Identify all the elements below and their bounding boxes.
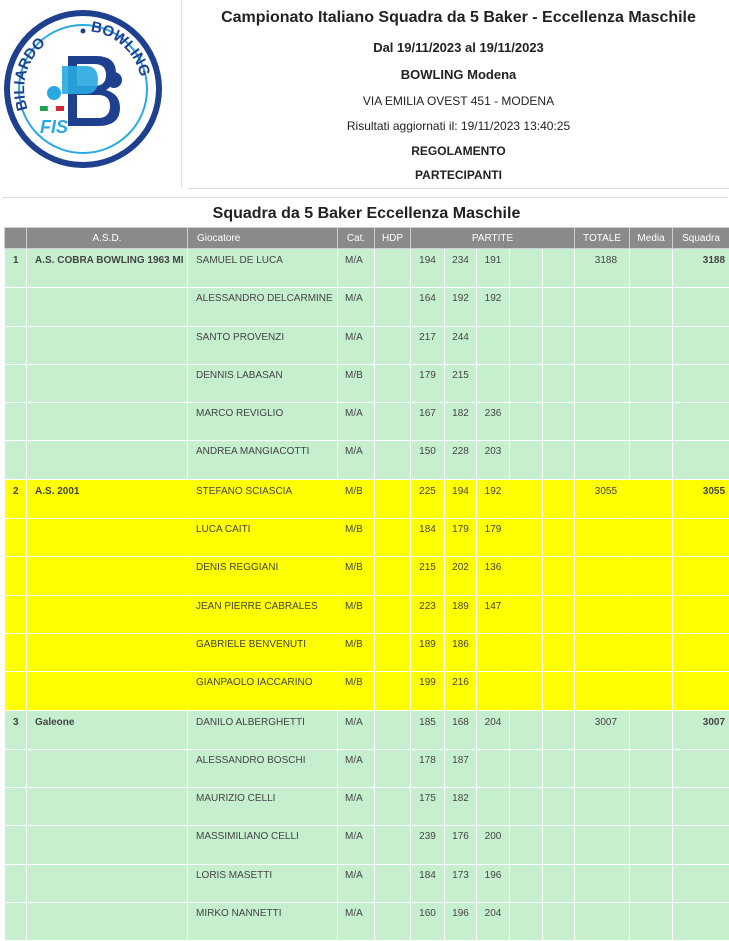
game-score (543, 249, 575, 288)
game-score: 192 (477, 479, 510, 518)
player-hdp (375, 249, 411, 288)
player-name: SANTO PROVENZI (188, 326, 338, 364)
game-score: 179 (477, 519, 510, 557)
player-hdp (375, 326, 411, 364)
team-position (5, 326, 27, 364)
game-score (477, 326, 510, 364)
table-row (5, 557, 729, 595)
team-score: 3007 (673, 710, 729, 749)
player-hdp (375, 826, 411, 864)
player-name: GABRIELE BENVENUTI (188, 633, 338, 671)
game-score: 192 (445, 288, 477, 326)
team-name (27, 441, 188, 479)
player-name: JEAN PIERRE CABRALES (188, 595, 338, 633)
game-score: 184 (411, 519, 445, 557)
team-name (27, 788, 188, 826)
logo (0, 0, 182, 188)
game-score (510, 788, 543, 826)
game-score (543, 441, 575, 479)
team-average (630, 479, 673, 518)
team-total (575, 672, 630, 710)
logo-text-right: BOWLING (90, 18, 154, 78)
game-score: 204 (477, 710, 510, 749)
team-position: 2 (5, 479, 27, 518)
team-total: 3055 (575, 479, 630, 518)
player-name: DENIS REGGIANI (188, 557, 338, 595)
table-row (5, 788, 729, 826)
game-score: 223 (411, 595, 445, 633)
player-name: MASSIMILIANO CELLI (188, 826, 338, 864)
game-score: 167 (411, 403, 445, 441)
team-position (5, 557, 27, 595)
team-average (630, 710, 673, 749)
player-category: M/B (338, 595, 375, 633)
team-name (27, 288, 188, 326)
table-row (5, 403, 729, 441)
player-category: M/A (338, 710, 375, 749)
team-name (27, 519, 188, 557)
game-score (510, 288, 543, 326)
logo-text-left: BILIARDO (11, 34, 49, 113)
team-score (673, 403, 729, 441)
player-name: MIRKO NANNETTI (188, 903, 338, 941)
team-total (575, 403, 630, 441)
team-total (575, 288, 630, 326)
team-score (673, 326, 729, 364)
table-row (5, 903, 729, 941)
team-score (673, 749, 729, 787)
col-cat: Cat. (338, 228, 375, 249)
game-score: 164 (411, 288, 445, 326)
game-score: 236 (477, 403, 510, 441)
team-name: Galeone (27, 710, 188, 749)
player-category: M/A (338, 441, 375, 479)
game-score (510, 249, 543, 288)
game-score: 147 (477, 595, 510, 633)
team-average (630, 249, 673, 288)
game-score: 200 (477, 826, 510, 864)
game-score: 178 (411, 749, 445, 787)
game-score: 194 (445, 479, 477, 518)
game-score: 186 (445, 633, 477, 671)
player-hdp (375, 710, 411, 749)
team-position (5, 749, 27, 787)
player-hdp (375, 788, 411, 826)
game-score (543, 519, 575, 557)
player-name: LORIS MASETTI (188, 864, 338, 902)
team-name (27, 633, 188, 671)
player-name: LUCA CAITI (188, 519, 338, 557)
game-score: 199 (411, 672, 445, 710)
results-table (4, 227, 729, 941)
player-category: M/A (338, 788, 375, 826)
player-name: MAURIZIO CELLI (188, 788, 338, 826)
player-hdp (375, 595, 411, 633)
team-total (575, 788, 630, 826)
team-total (575, 633, 630, 671)
player-category: M/B (338, 364, 375, 402)
table-title: Squadra da 5 Baker Eccellenza Maschile (4, 205, 729, 223)
game-score (543, 403, 575, 441)
team-name (27, 557, 188, 595)
col-pos (5, 228, 27, 249)
game-score (510, 326, 543, 364)
team-name (27, 595, 188, 633)
event-info (188, 0, 729, 189)
event-address: VIA EMILIA OVEST 451 - MODENA (188, 94, 729, 108)
game-score: 191 (477, 249, 510, 288)
game-score (543, 326, 575, 364)
player-name: DANILO ALBERGHETTI (188, 710, 338, 749)
table-row (5, 672, 729, 710)
team-average (630, 788, 673, 826)
game-score: 215 (411, 557, 445, 595)
col-hdp: HDP (375, 228, 411, 249)
game-score: 215 (445, 364, 477, 402)
game-score (543, 749, 575, 787)
game-score: 182 (445, 403, 477, 441)
table-row (5, 288, 729, 326)
game-score (510, 903, 543, 941)
team-score (673, 788, 729, 826)
player-hdp (375, 672, 411, 710)
divider (2, 197, 727, 198)
game-score (510, 479, 543, 518)
game-score (477, 364, 510, 402)
player-category: M/B (338, 479, 375, 518)
team-position (5, 633, 27, 671)
player-name: MARCO REVIGLIO (188, 403, 338, 441)
team-position (5, 788, 27, 826)
table-header-row (5, 228, 729, 249)
team-position (5, 403, 27, 441)
team-average (630, 326, 673, 364)
team-score (673, 557, 729, 595)
team-position (5, 441, 27, 479)
team-average (630, 403, 673, 441)
game-score: 173 (445, 864, 477, 902)
game-score (543, 288, 575, 326)
game-score: 150 (411, 441, 445, 479)
team-total (575, 557, 630, 595)
team-position (5, 864, 27, 902)
player-category: M/B (338, 633, 375, 671)
player-category: M/A (338, 864, 375, 902)
team-score (673, 672, 729, 710)
game-score (477, 788, 510, 826)
team-position (5, 519, 27, 557)
team-name (27, 403, 188, 441)
team-name (27, 826, 188, 864)
game-score (510, 826, 543, 864)
game-score (510, 595, 543, 633)
team-position (5, 903, 27, 941)
player-name: GIANPAOLO IACCARINO (188, 672, 338, 710)
game-score (510, 441, 543, 479)
player-category: M/A (338, 403, 375, 441)
game-score (543, 826, 575, 864)
table-row (5, 826, 729, 864)
team-name (27, 749, 188, 787)
game-score: 217 (411, 326, 445, 364)
player-name: ALESSANDRO BOSCHI (188, 749, 338, 787)
col-squadra: Squadra (673, 228, 729, 249)
game-score: 176 (445, 826, 477, 864)
table-row (5, 364, 729, 402)
team-total (575, 364, 630, 402)
col-giocatore: Giocatore (188, 228, 338, 249)
team-position (5, 595, 27, 633)
player-hdp (375, 479, 411, 518)
team-score (673, 441, 729, 479)
player-hdp (375, 749, 411, 787)
game-score (543, 672, 575, 710)
regolamento-link[interactable]: REGOLAMENTO (188, 144, 729, 158)
player-hdp (375, 557, 411, 595)
table-row (5, 595, 729, 633)
game-score: 189 (411, 633, 445, 671)
game-score: 179 (411, 364, 445, 402)
team-position (5, 672, 27, 710)
team-name (27, 672, 188, 710)
team-score (673, 826, 729, 864)
game-score (510, 519, 543, 557)
game-score (543, 903, 575, 941)
team-average (630, 864, 673, 902)
col-totale: TOTALE (575, 228, 630, 249)
col-asd: A.S.D. (27, 228, 188, 249)
team-average (630, 519, 673, 557)
team-average (630, 903, 673, 941)
player-hdp (375, 519, 411, 557)
table-row (5, 249, 729, 288)
player-name: ALESSANDRO DELCARMINE (188, 288, 338, 326)
player-hdp (375, 288, 411, 326)
player-name: STEFANO SCIASCIA (188, 479, 338, 518)
team-position (5, 826, 27, 864)
team-total (575, 519, 630, 557)
team-score (673, 364, 729, 402)
game-score (543, 710, 575, 749)
player-hdp (375, 633, 411, 671)
game-score (510, 633, 543, 671)
table-row (5, 710, 729, 749)
team-total (575, 903, 630, 941)
team-score (673, 903, 729, 941)
team-total (575, 864, 630, 902)
team-average (630, 826, 673, 864)
game-score: 185 (411, 710, 445, 749)
team-total (575, 749, 630, 787)
game-score: 187 (445, 749, 477, 787)
player-hdp (375, 364, 411, 402)
game-score: 160 (411, 903, 445, 941)
game-score: 239 (411, 826, 445, 864)
player-category: M/B (338, 519, 375, 557)
team-average (630, 749, 673, 787)
game-score (477, 672, 510, 710)
team-average (630, 288, 673, 326)
team-position (5, 364, 27, 402)
team-score (673, 595, 729, 633)
team-average (630, 441, 673, 479)
game-score: 189 (445, 595, 477, 633)
game-score (543, 788, 575, 826)
player-category: M/B (338, 672, 375, 710)
table-row (5, 864, 729, 902)
game-score: 204 (477, 903, 510, 941)
table-row (5, 326, 729, 364)
team-total (575, 441, 630, 479)
team-average (630, 364, 673, 402)
game-score: 194 (411, 249, 445, 288)
player-hdp (375, 441, 411, 479)
player-category: M/A (338, 249, 375, 288)
game-score (543, 557, 575, 595)
game-score: 225 (411, 479, 445, 518)
game-score: 184 (411, 864, 445, 902)
game-score: 228 (445, 441, 477, 479)
game-score (510, 864, 543, 902)
player-name: DENNIS LABASAN (188, 364, 338, 402)
team-name: A.S. 2001 (27, 479, 188, 518)
last-updated: Risultati aggiornati il: 19/11/2023 13:40:25 (188, 119, 729, 133)
team-name (27, 903, 188, 941)
player-category: M/A (338, 826, 375, 864)
game-score: 244 (445, 326, 477, 364)
game-score: 168 (445, 710, 477, 749)
game-score (510, 557, 543, 595)
team-name: A.S. COBRA BOWLING 1963 MI (27, 249, 188, 288)
team-score: 3055 (673, 479, 729, 518)
team-average (630, 595, 673, 633)
player-hdp (375, 403, 411, 441)
game-score (477, 749, 510, 787)
table-row (5, 479, 729, 518)
team-total: 3007 (575, 710, 630, 749)
player-name: SAMUEL DE LUCA (188, 249, 338, 288)
game-score (543, 633, 575, 671)
game-score (510, 672, 543, 710)
player-category: M/A (338, 903, 375, 941)
game-score: 203 (477, 441, 510, 479)
team-score (673, 519, 729, 557)
team-total (575, 595, 630, 633)
player-category: M/B (338, 557, 375, 595)
team-name (27, 364, 188, 402)
team-total (575, 326, 630, 364)
col-partite: PARTITE (411, 228, 575, 249)
player-category: M/A (338, 288, 375, 326)
team-position: 1 (5, 249, 27, 288)
team-position (5, 288, 27, 326)
team-name (27, 326, 188, 364)
game-score (477, 633, 510, 671)
player-category: M/A (338, 749, 375, 787)
team-average (630, 557, 673, 595)
event-dates: Dal 19/11/2023 al 19/11/2023 (188, 40, 729, 55)
logo-letters: FIS (40, 117, 68, 137)
game-score (543, 479, 575, 518)
game-score (543, 864, 575, 902)
team-total (575, 826, 630, 864)
game-score: 196 (477, 864, 510, 902)
player-name: ANDREA MANGIACOTTI (188, 441, 338, 479)
table-row (5, 519, 729, 557)
team-name (27, 864, 188, 902)
player-category: M/A (338, 326, 375, 364)
game-score (510, 403, 543, 441)
game-score: 192 (477, 288, 510, 326)
team-average (630, 633, 673, 671)
event-venue: BOWLING Modena (188, 67, 729, 82)
team-position: 3 (5, 710, 27, 749)
team-score (673, 864, 729, 902)
game-score: 196 (445, 903, 477, 941)
col-media: Media (630, 228, 673, 249)
event-title: Campionato Italiano Squadra da 5 Baker - Eccellenza Maschile (188, 9, 729, 27)
table-row (5, 749, 729, 787)
table-row (5, 441, 729, 479)
team-score (673, 288, 729, 326)
team-total: 3188 (575, 249, 630, 288)
team-score (673, 633, 729, 671)
fis-biliardo-bowling-logo-icon (2, 8, 164, 170)
game-score (543, 595, 575, 633)
player-hdp (375, 864, 411, 902)
partecipanti-link[interactable]: PARTECIPANTI (188, 168, 729, 182)
game-score: 175 (411, 788, 445, 826)
game-score: 179 (445, 519, 477, 557)
game-score: 216 (445, 672, 477, 710)
game-score (510, 364, 543, 402)
game-score: 136 (477, 557, 510, 595)
game-score (543, 364, 575, 402)
team-average (630, 672, 673, 710)
page-header (0, 0, 729, 192)
game-score (510, 749, 543, 787)
player-hdp (375, 903, 411, 941)
table-row (5, 633, 729, 671)
team-score: 3188 (673, 249, 729, 288)
game-score (510, 710, 543, 749)
game-score: 202 (445, 557, 477, 595)
game-score: 182 (445, 788, 477, 826)
game-score: 234 (445, 249, 477, 288)
